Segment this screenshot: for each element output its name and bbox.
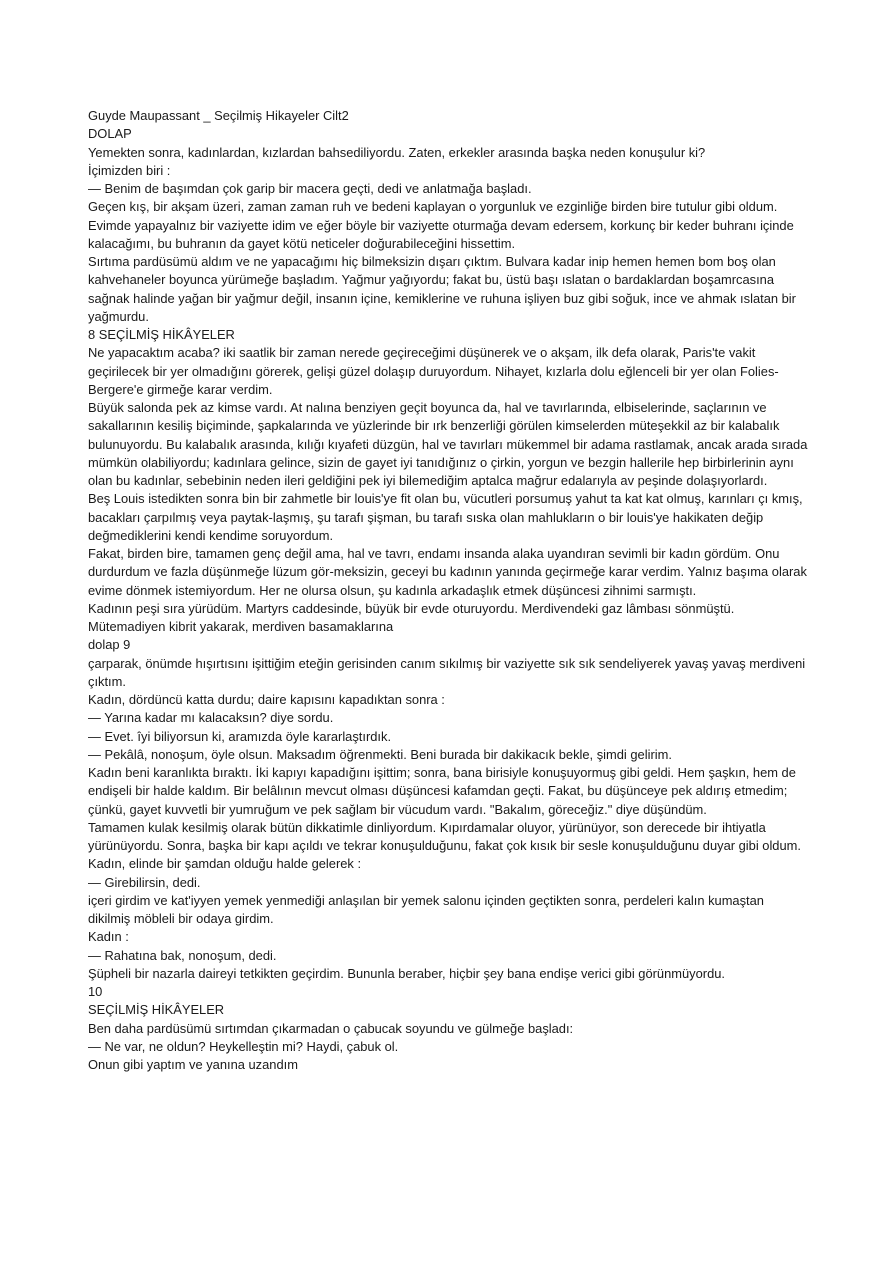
paragraph: Ben daha pardüsümü sırtımdan çıkarmadan o çabucak soyundu ve gülmeğe başladı:	[88, 1020, 574, 1036]
page-number: 10	[88, 984, 103, 999]
paragraph: Kadının peşi sıra yürüdüm. Martyrs caddesinde, büyük bir evde oturuyordu. Merdivendeki gaz lâmbası sönmüştü. Mütemadiyen kibrit yakarak, merdiven basamaklarına	[88, 600, 735, 634]
page-marker: 8 SEÇİLMİŞ HİKÂYELER	[88, 327, 235, 342]
paragraph: Tamamen kulak kesilmiş olarak bütün dikkatimle dinliyordum. Kıpırdamalar oluyor, yürünüyor, son derecede bir ihtiyatla yürünüyordu. Sonra, başka bir kapı açıldı ve tekrar konuşulduğunu, fakat çok kısık bir sesle konuşulduğunu duyar gibi oldum.	[88, 819, 801, 853]
dialogue-line: — Yarına kadar mı kalacaksın? diye sordu.	[88, 710, 334, 726]
dialogue-line: — Girebilirsin, dedi.	[88, 874, 201, 890]
paragraph: Kadın :	[88, 929, 129, 945]
paragraph: Geçen kış, bir akşam üzeri, zaman zaman ruh ve bedeni kaplayan o yorgunluk ve ezginliğe birden bire tutulur gibi oldum. Evimde yapayalnız bir vaziyette idim ve eğer böyle bir vaziyette oturmağa devam edersem, korkunç bir keder buhranı içinde kalacağımı, bu buhranın da gayet kötü neticeler doğurabileceğini hissettim.	[88, 199, 794, 251]
paragraph: Yemekten sonra, kadınlardan, kızlardan bahsediliyordu. Zaten, erkekler arasında başka neden konuşulur ki?	[88, 144, 706, 160]
story-title: DOLAP	[88, 126, 132, 142]
dialogue-line: — Evet. îyi biliyorsun ki, aramızda öyle kararlaştırdık.	[88, 728, 392, 744]
running-header: SEÇİLMİŞ HİKÂYELER	[88, 1002, 225, 1018]
paragraph: Kadın, dördüncü katta durdu; daire kapısını kapadıktan sonra :	[88, 692, 445, 707]
paragraph: Kadın, elinde bir şamdan olduğu halde gelerek :	[88, 856, 362, 872]
paragraph: Ne yapacaktım acaba? iki saatlik bir zaman nerede geçireceğimi düşünerek ve o akşam, ilk defa olarak, Paris'te vakit geçirilecek bir yer olmadığını görerek, gelişi güzel dolaşıp duruyordum. Nihayet, kızlarla dolu eğlenceli bir yer olan Folies-Bergere'e girmeğe karar verdim.	[88, 345, 779, 397]
paragraph: Fakat, birden bire, tamamen genç değil ama, hal ve tavrı, endamı insanda alaka uyandıran sevimli bir kadın gördüm. Onu durdurdum ve fazla düşünmeğe lüzum gör-meksizin, geceyi bu kadının yanında geçirmeğe karar verdim. Yalnız başıma olarak evime dönmek istemiyordum. Her ne olursa olsun, şu kadınla arkadaşlık etmek düşüncesi zihnimi sarmıştı.	[88, 546, 807, 598]
dialogue-line: — Ne var, ne oldun? Heykelleştin mi? Haydi, çabuk ol.	[88, 1038, 399, 1054]
dialogue-line: — Benim de başımdan çok garip bir macera geçti, dedi ve anlatmağa başladı.	[88, 181, 532, 196]
paragraph: içeri girdim ve kat'iyyen yemek yenmediği anlaşılan bir yemek salonu içinden geçtikten sonra, perdeleri kalın kumaştan dikilmiş möbleli bir odaya girdim.	[88, 892, 764, 926]
paragraph: İçimizden biri :	[88, 162, 171, 178]
dialogue-line: — Pekâlâ, nonoşum, öyle olsun. Maksadım öğrenmekti. Beni burada bir dakikacık bekle, şimdi gelirim.	[88, 746, 672, 762]
paragraph: Kadın beni karanlıkta bıraktı. İki kapıyı kapadığını işittim; sonra, bana birisiyle konuşuyormuş gibi geldi. Hem şaşkın, hem de endişeli bir halde kaldım. Bir belâlının mevcut olması düşüncesi kafamdan geçti. Fakat, bu düşünceye pek aldırış etmedim; çünkü, gayet kuvvetli bir yumruğum ve pek sağlam bir vücudum vardı. "Bakalım, göreceğiz." diye düşündüm.	[88, 765, 796, 817]
paragraph: çarparak, önümde hışırtısını işittiğim eteğin gerisinden canım sıkılmış bir vaziyette sık sık sendeliyerek yavaş yavaş merdiveni çıktım.	[88, 655, 806, 689]
paragraph: Beş Louis istedikten sonra bin bir zahmetle bir louis'ye fit olan bu, vücutleri porsumuş yahut ta kat kat olmuş, karınları çı kmış, bacakları çarpılmış veya paytak-laşmış, şu tarafı şişman, bu tarafı sıska olan mahlukların o bir louis'ye hakikaten değip değmediklerini kendi kendime soruyordum.	[88, 491, 803, 543]
page-marker: dolap 9	[88, 637, 131, 653]
paragraph: Büyük salonda pek az kimse vardı. At nalına benziyen geçit boyunca da, hal ve tavırlarında, elbiselerinde, saçlarının ve sakallarının kesiliş biçiminde, şapkalarında ve yüzlerinde bir ırk benzerliği görülen kimselerden müteşekkil az bir kalabalık bulunuyordu. Bu kalabalık arasında, kılığı kıyafeti düzgün, hal ve tavırları mükemmel bir adama rastlamak, ancak arada sırada mümkün olabiliyordu; kadınlara gelince, sizin de gayet iyi tanıdığınız o çirkin, yorgun ve bezgin hallerile hep birbirlerinin aynı olan bu kadınlar, sebebinin neden ileri geldiğini pek iyi bilemediğim aptalca mağrur edalarıyla av peşinde dolaşıyorlardı.	[88, 400, 808, 488]
paragraph: Sırtıma pardüsümü aldım ve ne yapacağımı hiç bilmeksizin dışarı çıktım. Bulvara kadar inip hemen hemen bom boş olan kahvehaneler boyunca yürümeğe başladım. Yağmur yağıyordu; fakat bu, üstü başı ıslatan o bardaklardan boşamrcasına sağnak halinde yağan bir yağmur değil, insanın içine, kemiklerine ve ruhuna işliyen buz gibi soğuk, ince ve ahmak ıslatan bir yağmurdu.	[88, 254, 796, 324]
document-body	[88, 107, 808, 1074]
paragraph: Onun gibi yaptım ve yanına uzandım	[88, 1057, 298, 1072]
paragraph: Şüpheli bir nazarla daireyi tetkikten geçirdim. Bununla beraber, hiçbir şey bana endişe verici gibi görünmüyordu.	[88, 965, 726, 981]
document-title: Guyde Maupassant _ Seçilmiş Hikayeler Cilt2	[88, 108, 349, 123]
dialogue-line: — Rahatına bak, nonoşum, dedi.	[88, 947, 277, 963]
